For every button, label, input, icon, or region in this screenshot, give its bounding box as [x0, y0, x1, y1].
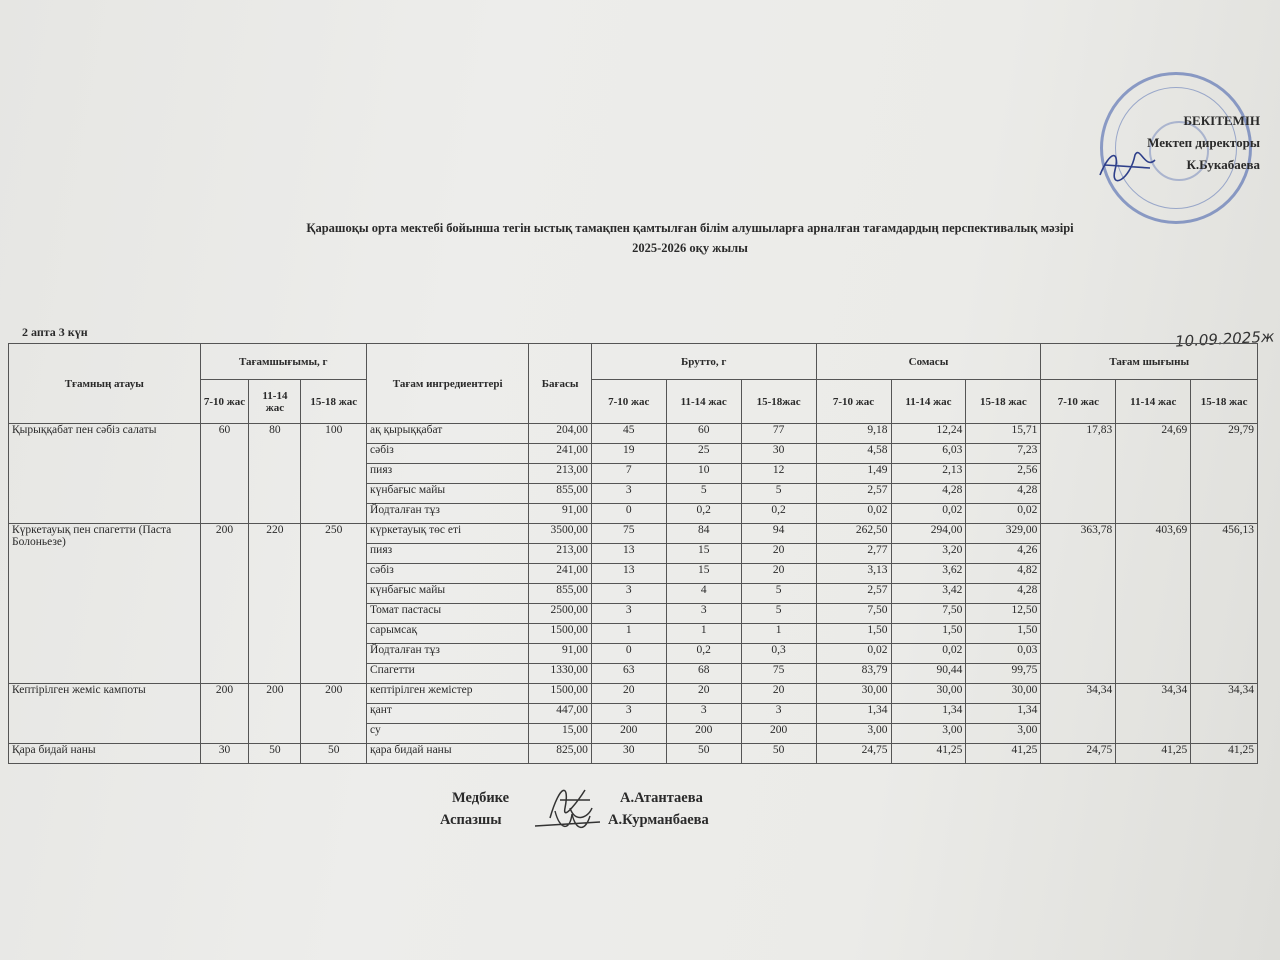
dish-name-cell: Қара бидай наны	[9, 744, 201, 764]
sum-cell: 2,77	[816, 544, 891, 564]
brutto-cell: 20	[741, 564, 816, 584]
price-cell: 1500,00	[529, 624, 591, 644]
brutto-cell: 20	[741, 544, 816, 564]
sum-cell: 4,28	[966, 484, 1041, 504]
brutto-cell: 63	[591, 664, 666, 684]
ingredient-name-cell: сәбіз	[367, 564, 529, 584]
nurse-name: А.Атантаева	[620, 790, 703, 806]
brutto-cell: 1	[741, 624, 816, 644]
brutto-cell: 94	[741, 524, 816, 544]
ingredient-name-cell: Йодталған тұз	[367, 504, 529, 524]
price-cell: 855,00	[529, 584, 591, 604]
ingredient-name-cell: Спагетти	[367, 664, 529, 684]
sum-cell: 7,50	[816, 604, 891, 624]
sum-cell: 0,02	[891, 504, 966, 524]
sum-cell: 3,62	[891, 564, 966, 584]
cook-signature	[530, 806, 610, 836]
sum-cell: 2,13	[891, 464, 966, 484]
table-row	[9, 424, 1258, 444]
nurse-role: Медбике	[452, 790, 510, 806]
dish-name-cell: Қырыққабат пен сәбіз салаты	[9, 424, 201, 524]
brutto-cell: 5	[741, 604, 816, 624]
price-cell: 2500,00	[529, 604, 591, 624]
price-cell: 91,00	[529, 644, 591, 664]
handwritten-date: 10.09.2025ж	[1174, 327, 1275, 351]
brutto-cell: 1	[666, 624, 741, 644]
portion-cell: 200	[200, 524, 249, 684]
sum-cell: 3,13	[816, 564, 891, 584]
title-line-1: Қарашоқы орта мектебі бойынша тегін ыстық тамақпен қамтылған білім алушыларға арналған тағамдардың перспективалық мәзірі	[306, 221, 1074, 235]
brutto-cell: 25	[666, 444, 741, 464]
brutto-cell: 20	[741, 684, 816, 704]
brutto-cell: 5	[741, 484, 816, 504]
ingredient-name-cell: сәбіз	[367, 444, 529, 464]
ingredient-name-cell: пияз	[367, 544, 529, 564]
ingredient-name-cell: кептірілген жемістер	[367, 684, 529, 704]
sum-cell: 4,28	[891, 484, 966, 504]
portion-cell: 200	[249, 684, 301, 744]
brutto-cell: 84	[666, 524, 741, 544]
sum-cell: 9,18	[816, 424, 891, 444]
approval-position: Мектеп директоры	[1147, 135, 1260, 150]
sum-cell: 12,24	[891, 424, 966, 444]
dish-cost-cell: 403,69	[1116, 524, 1191, 684]
sum-cell: 3,00	[891, 724, 966, 744]
portion-cell: 100	[301, 424, 367, 524]
header-dish-name: Тғамның атауы	[9, 344, 201, 424]
ingredient-name-cell: сарымсақ	[367, 624, 529, 644]
sum-cell: 1,49	[816, 464, 891, 484]
sum-cell: 1,50	[966, 624, 1041, 644]
title-line-2: 2025-2026 оқу жылы	[632, 241, 748, 255]
sum-cell: 4,28	[966, 584, 1041, 604]
price-cell: 213,00	[529, 464, 591, 484]
sum-cell: 4,26	[966, 544, 1041, 564]
price-cell: 1330,00	[529, 664, 591, 684]
brutto-cell: 15	[666, 564, 741, 584]
brutto-cell: 30	[591, 744, 666, 764]
price-cell: 204,00	[529, 424, 591, 444]
menu-table	[8, 343, 1258, 764]
sum-cell: 1,34	[966, 704, 1041, 724]
sum-cell: 4,58	[816, 444, 891, 464]
sum-cell: 2,57	[816, 584, 891, 604]
age-header: 15-18жас	[741, 380, 816, 424]
director-signature	[1095, 140, 1165, 190]
sum-cell: 7,23	[966, 444, 1041, 464]
portion-cell: 30	[200, 744, 249, 764]
price-cell: 91,00	[529, 504, 591, 524]
brutto-cell: 3	[591, 484, 666, 504]
dish-cost-cell: 24,75	[1041, 744, 1116, 764]
price-cell: 855,00	[529, 484, 591, 504]
sum-cell: 0,02	[816, 504, 891, 524]
table-row	[9, 524, 1258, 544]
brutto-cell: 200	[666, 724, 741, 744]
ingredient-name-cell: су	[367, 724, 529, 744]
brutto-cell: 10	[666, 464, 741, 484]
age-header: 15-18 жас	[1191, 380, 1258, 424]
age-header: 7-10 жас	[816, 380, 891, 424]
table-row	[9, 744, 1258, 764]
brutto-cell: 75	[591, 524, 666, 544]
header-portion: Тағамшығымы, г	[200, 344, 367, 380]
brutto-cell: 3	[666, 704, 741, 724]
price-cell: 241,00	[529, 444, 591, 464]
sum-cell: 1,50	[816, 624, 891, 644]
ingredient-name-cell: Томат пастасы	[367, 604, 529, 624]
ingredient-name-cell: қара бидай наны	[367, 744, 529, 764]
brutto-cell: 200	[591, 724, 666, 744]
brutto-cell: 20	[591, 684, 666, 704]
price-cell: 447,00	[529, 704, 591, 724]
header-ingredients: Тағам ингредиенттері	[367, 344, 529, 424]
age-header: 11-14 жас	[891, 380, 966, 424]
sum-cell: 7,50	[891, 604, 966, 624]
brutto-cell: 13	[591, 544, 666, 564]
sum-cell: 3,20	[891, 544, 966, 564]
document-title	[200, 218, 1180, 258]
sum-cell: 0,02	[891, 644, 966, 664]
brutto-cell: 50	[741, 744, 816, 764]
approval-heading: БЕКІТЕМІН	[1183, 113, 1260, 128]
brutto-cell: 45	[591, 424, 666, 444]
brutto-cell: 4	[666, 584, 741, 604]
sum-cell: 1,34	[816, 704, 891, 724]
header-sum: Сомасы	[816, 344, 1041, 380]
sum-cell: 0,02	[966, 504, 1041, 524]
dish-name-cell: Кептірілген жеміс кампоты	[9, 684, 201, 744]
sum-cell: 329,00	[966, 524, 1041, 544]
dish-cost-cell: 41,25	[1116, 744, 1191, 764]
header-brutto: Брутто, г	[591, 344, 816, 380]
sum-cell: 41,25	[966, 744, 1041, 764]
dish-cost-cell: 17,83	[1041, 424, 1116, 524]
ingredient-name-cell: пияз	[367, 464, 529, 484]
dish-cost-cell: 34,34	[1041, 684, 1116, 744]
sum-cell: 0,03	[966, 644, 1041, 664]
header-dish-cost: Тағам шығыны	[1041, 344, 1258, 380]
brutto-cell: 3	[591, 704, 666, 724]
sum-cell: 41,25	[891, 744, 966, 764]
brutto-cell: 77	[741, 424, 816, 444]
age-header: 11-14 жас	[1116, 380, 1191, 424]
sum-cell: 99,75	[966, 664, 1041, 684]
brutto-cell: 0	[591, 644, 666, 664]
dish-cost-cell: 34,34	[1191, 684, 1258, 744]
sum-cell: 3,42	[891, 584, 966, 604]
brutto-cell: 3	[741, 704, 816, 724]
brutto-cell: 200	[741, 724, 816, 744]
price-cell: 1500,00	[529, 684, 591, 704]
age-header: 7-10 жас	[1041, 380, 1116, 424]
sum-cell: 83,79	[816, 664, 891, 684]
week-day-label: 2 апта 3 күн	[22, 325, 88, 339]
brutto-cell: 1	[591, 624, 666, 644]
sum-cell: 3,00	[816, 724, 891, 744]
price-cell: 241,00	[529, 564, 591, 584]
sum-cell: 30,00	[816, 684, 891, 704]
brutto-cell: 15	[666, 544, 741, 564]
portion-cell: 250	[301, 524, 367, 684]
portion-cell: 60	[200, 424, 249, 524]
approval-name: К.Букабаева	[1186, 157, 1260, 172]
brutto-cell: 0,2	[666, 504, 741, 524]
sum-cell: 15,71	[966, 424, 1041, 444]
age-header: 11-14 жас	[249, 380, 301, 424]
brutto-cell: 60	[666, 424, 741, 444]
sum-cell: 4,82	[966, 564, 1041, 584]
age-header: 15-18 жас	[966, 380, 1041, 424]
price-cell: 15,00	[529, 724, 591, 744]
sum-cell: 262,50	[816, 524, 891, 544]
brutto-cell: 30	[741, 444, 816, 464]
price-cell: 825,00	[529, 744, 591, 764]
brutto-cell: 7	[591, 464, 666, 484]
brutto-cell: 0,2	[666, 644, 741, 664]
ingredient-name-cell: ақ қырыққабат	[367, 424, 529, 444]
dish-cost-cell: 41,25	[1191, 744, 1258, 764]
brutto-cell: 12	[741, 464, 816, 484]
sum-cell: 12,50	[966, 604, 1041, 624]
age-header: 11-14 жас	[666, 380, 741, 424]
brutto-cell: 0,3	[741, 644, 816, 664]
sum-cell: 294,00	[891, 524, 966, 544]
price-cell: 213,00	[529, 544, 591, 564]
dish-name-cell: Күркетауық пен спагетти (Паста Болоньезе)	[9, 524, 201, 684]
brutto-cell: 75	[741, 664, 816, 684]
sum-cell: 1,50	[891, 624, 966, 644]
ingredient-name-cell: күнбағыс майы	[367, 584, 529, 604]
menu-table-body	[9, 424, 1258, 764]
portion-cell: 200	[200, 684, 249, 744]
age-header: 7-10 жас	[200, 380, 249, 424]
brutto-cell: 13	[591, 564, 666, 584]
brutto-cell: 0,2	[741, 504, 816, 524]
cook-role: Аспазшы	[440, 812, 502, 828]
portion-cell: 200	[301, 684, 367, 744]
portion-cell: 50	[301, 744, 367, 764]
brutto-cell: 20	[666, 684, 741, 704]
ingredient-name-cell: күркетауық төс еті	[367, 524, 529, 544]
ingredient-name-cell: күнбағыс майы	[367, 484, 529, 504]
sum-cell: 24,75	[816, 744, 891, 764]
sum-cell: 90,44	[891, 664, 966, 684]
brutto-cell: 3	[591, 584, 666, 604]
dish-cost-cell: 24,69	[1116, 424, 1191, 524]
sum-cell: 3,00	[966, 724, 1041, 744]
cook-name: А.Курманбаева	[608, 812, 709, 828]
table-row	[9, 684, 1258, 704]
dish-cost-cell: 29,79	[1191, 424, 1258, 524]
age-header: 7-10 жас	[591, 380, 666, 424]
brutto-cell: 3	[591, 604, 666, 624]
brutto-cell: 19	[591, 444, 666, 464]
sum-cell: 2,56	[966, 464, 1041, 484]
dish-cost-cell: 34,34	[1116, 684, 1191, 744]
ingredient-name-cell: қант	[367, 704, 529, 724]
brutto-cell: 50	[666, 744, 741, 764]
header-price: Бағасы	[529, 344, 591, 424]
portion-cell: 80	[249, 424, 301, 524]
ingredient-name-cell: Йодталған тұз	[367, 644, 529, 664]
portion-cell: 50	[249, 744, 301, 764]
sum-cell: 0,02	[816, 644, 891, 664]
brutto-cell: 5	[666, 484, 741, 504]
sum-cell: 30,00	[891, 684, 966, 704]
sum-cell: 2,57	[816, 484, 891, 504]
brutto-cell: 5	[741, 584, 816, 604]
sum-cell: 30,00	[966, 684, 1041, 704]
sum-cell: 6,03	[891, 444, 966, 464]
price-cell: 3500,00	[529, 524, 591, 544]
brutto-cell: 0	[591, 504, 666, 524]
age-header: 15-18 жас	[301, 380, 367, 424]
dish-cost-cell: 363,78	[1041, 524, 1116, 684]
brutto-cell: 68	[666, 664, 741, 684]
brutto-cell: 3	[666, 604, 741, 624]
portion-cell: 220	[249, 524, 301, 684]
sum-cell: 1,34	[891, 704, 966, 724]
dish-cost-cell: 456,13	[1191, 524, 1258, 684]
